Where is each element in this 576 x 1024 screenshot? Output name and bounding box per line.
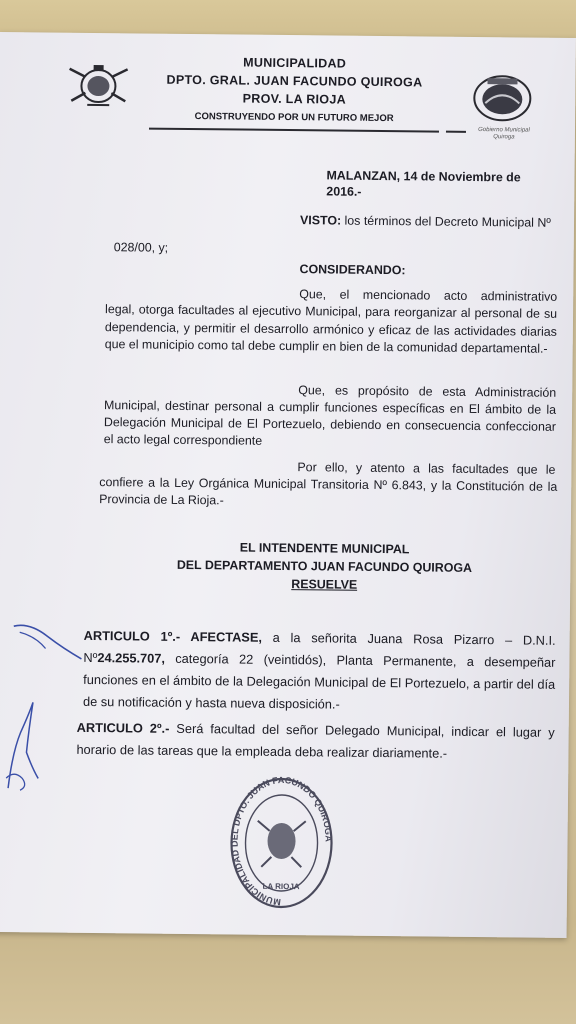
right-logo-caption: Gobierno Municipal Quiroga [478, 127, 530, 141]
visto-continuation: 028/00, y; [113, 240, 169, 255]
considerando-heading: CONSIDERANDO: [299, 262, 406, 278]
considerando-p1-body: legal, otorga facultades al ejecutivo Municipal, para reorganizar al personal de su dependencia, y permitir el desarrollo armónico y eficaz de las actividades diarias que el municipio como tal debe cumplir en bien de la comunidad departamental.- [104, 302, 558, 356]
coat-of-arms-left [65, 61, 132, 112]
municipal-seal-right [471, 73, 534, 124]
document-page [0, 32, 576, 938]
articulo-1-dni: 24.255.707, [97, 650, 166, 666]
desk-surface [0, 930, 576, 1024]
articulo-1-label: ARTICULO 1º.- AFECTASE, [83, 627, 263, 645]
resuelve-heading [114, 574, 534, 594]
considerando-p3-body: confiere a la Ley Orgánica Municipal Transitoria Nº 6.843, y la Constitución de la Provincia de La Rioja.- [99, 475, 558, 508]
articulo-1 [83, 625, 556, 718]
visto-line [300, 212, 560, 231]
official-stamp [227, 774, 336, 915]
header-divider [149, 128, 439, 133]
date-line: MALANZAN, 14 de Noviembre de 2016.- [326, 168, 521, 199]
considerando-p3-first-line: Por ello, y atento a las facultades que le [297, 460, 556, 477]
handwritten-signature [0, 602, 90, 803]
articulo-2 [76, 717, 554, 766]
stamp-bottom-text: LA RIOJA [262, 881, 300, 892]
stamp-ring-text: MUNICIPALIDAD DEL DPTO. JUAN FACUNDO QUIROGA [229, 774, 334, 908]
header-motto: CONSTRUYENDO POR UN FUTURO MEJOR [194, 111, 394, 125]
articulo-1-text-b: categoría 22 (veintidós), Planta Permanente, a desempeñar funciones en el ámbito de la Delegación Municipal de El Portezuelo, a partir del día de su notificación y hasta nueva disposición.- [82, 650, 556, 712]
intendente-department: DEL DEPARTAMENTO JUAN FACUNDO QUIROGA [176, 557, 473, 575]
header-department: DPTO. GRAL. JUAN FACUNDO QUIROGA [166, 72, 423, 90]
header-municipalidad: MUNICIPALIDAD [243, 55, 347, 71]
considerando-p1-first-line: Que, el mencionado acto administrativo [299, 287, 558, 304]
articulo-2-text: Será facultad del señor Delegado Municipal, indicar el lugar y horario de las tareas que la empleada deba realizar diariamente.- [76, 720, 555, 761]
header-divider-short [446, 131, 466, 133]
header-province: PROV. LA RIOJA [242, 91, 347, 107]
considerando-p2-body: Municipal, destinar personal a cumplir funciones específicas en El ámbito de la Delegación Municipal de El Portezuelo, debiendo en consecuencia confeccionar el acto legal correspondiente [103, 398, 557, 448]
visto-label: VISTO: [299, 213, 342, 228]
intendente-title: EL INTENDENTE MUNICIPAL [239, 540, 410, 557]
resuelve-text: RESUELVE [291, 577, 358, 592]
visto-text: los términos del Decreto Municipal Nº [341, 213, 551, 230]
considerando-p2-first-line: Que, es propósito de esta Administración [298, 383, 557, 400]
articulo-2-label: ARTICULO 2º.- [76, 719, 170, 736]
articulo-1-text-a: a la señorita Juana Rosa Pizarro – D.N.I. Nº [83, 629, 556, 666]
